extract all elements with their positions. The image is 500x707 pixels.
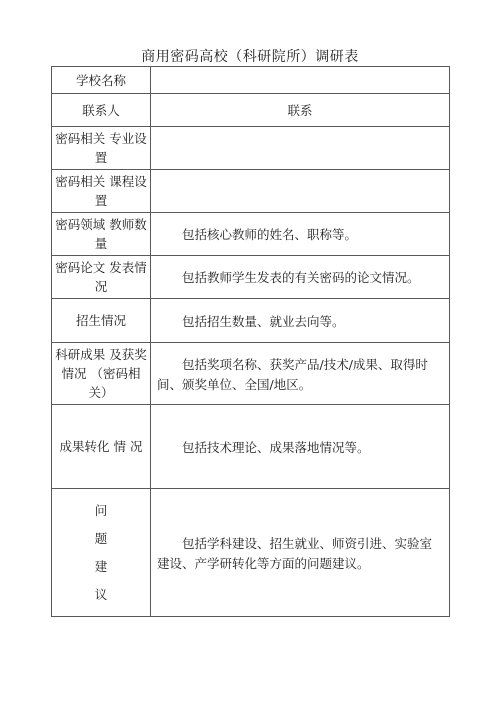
survey-table xyxy=(51,66,450,617)
row-value-issues-suggestions: 包括学科建设、招生就业、师资引进、实验室建设、产学研转化等方面的问题建议。 xyxy=(151,489,450,617)
row-label-course-setting: 密码相关 课程设置 xyxy=(52,170,151,213)
table-row xyxy=(52,94,450,127)
row-label-achievement-transfer: 成果转化 情 况 xyxy=(52,405,151,489)
row-label-papers: 密码论文 发表情况 xyxy=(52,256,151,299)
row-label-enrollment: 招生情况 xyxy=(52,299,151,343)
table-row xyxy=(52,489,450,617)
row-value-school-name[interactable] xyxy=(151,67,450,94)
row-value-achievement-transfer: 包括技术理论、成果落地情况等。 xyxy=(151,405,450,489)
row-label-issues-suggestions: 问 题 建 议 xyxy=(52,489,151,617)
table-row xyxy=(52,213,450,256)
row-label-teacher-count: 密码领域 教师数量 xyxy=(52,213,151,256)
page-title: 商用密码高校（科研院所）调研表 xyxy=(141,49,359,65)
table-row xyxy=(52,67,450,94)
row-value-research-awards: 包括奖项名称、获奖产品/技术/成果、取得时间、颁奖单位、全国/地区。 xyxy=(151,343,450,405)
row-label-contact-person: 联系人 xyxy=(52,94,151,127)
table-row xyxy=(52,343,450,405)
row-value-course-setting[interactable] xyxy=(151,170,450,213)
table-row xyxy=(52,256,450,299)
table-row xyxy=(52,405,450,489)
row-label-major-setting: 密码相关 专业设置 xyxy=(52,127,151,170)
row-label-research-awards: 科研成果 及获奖情况 （密码相关） xyxy=(52,343,151,405)
row-value-major-setting[interactable] xyxy=(151,127,450,170)
table-row xyxy=(52,299,450,343)
row-value-enrollment: 包括招生数量、就业去向等。 xyxy=(151,299,450,343)
table-row xyxy=(52,127,450,170)
table-row xyxy=(52,170,450,213)
row-value-teacher-count: 包括核心教师的姓名、职称等。 xyxy=(151,213,450,256)
row-value-contact: 联系 xyxy=(151,94,450,127)
row-value-papers: 包括教师学生发表的有关密码的论文情况。 xyxy=(151,256,450,299)
row-label-school-name: 学校名称 xyxy=(52,67,151,94)
